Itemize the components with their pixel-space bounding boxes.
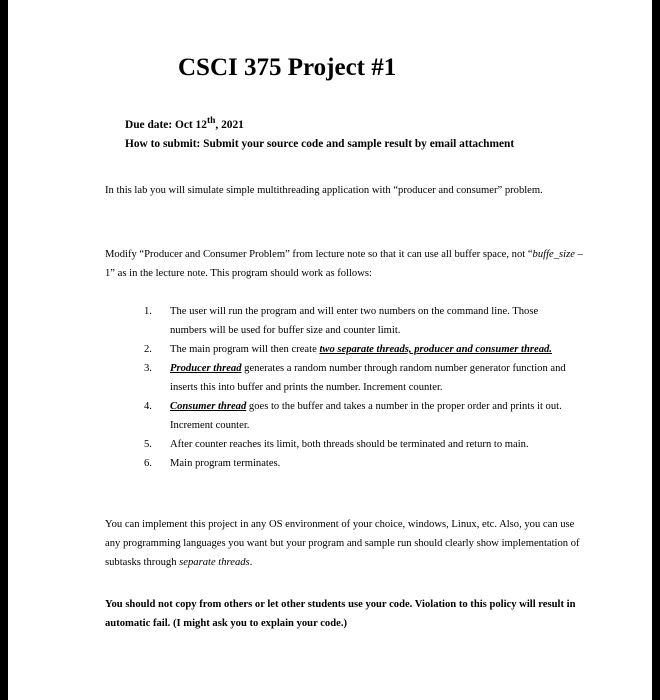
step-number: 3. [144,363,152,374]
list-item [144,340,574,359]
modify-paragraph [105,245,585,283]
modify-italic: buffe_size [532,249,575,260]
due-date-prefix: Due date: Oct 12 [125,118,207,131]
environment-italic: separate threads [179,557,250,568]
submission-info [125,112,514,154]
environment-text-after: . [249,557,253,568]
due-date-year: , 2021 [215,118,244,131]
due-date-suffix-sup: th [206,116,216,126]
step-number: 4. [144,401,152,412]
how-to-submit: How to submit: Submit your source code and sample result by email attachment [125,137,515,150]
list-item [144,359,574,397]
due-date [125,112,514,135]
list-item [144,397,574,435]
list-item [144,302,574,340]
modify-text-after: – 1” as in the lecture note. This program should work as follows: [105,249,583,279]
steps-list [144,302,574,473]
step-emphasis: Consumer thread [170,401,247,412]
step-emphasis: Producer thread [170,363,242,374]
step-text-after: goes to the buffer and takes a number in the proper order and prints it out. Increment counter. [170,401,562,431]
modify-text-before: Modify “Producer and Consumer Problem” from lecture note so that it can use all buffer space, not “ [105,249,533,260]
document-page [8,0,652,700]
step-number: 1. [144,306,152,317]
list-item [144,454,574,473]
list-item [144,435,574,454]
step-emphasis: two separate threads, producer and consumer thread. [319,344,552,355]
step-text: Main program terminates. [170,458,281,469]
intro-paragraph: In this lab you will simulate simple multithreading application with “producer and consumer” problem. [105,185,543,196]
step-text: The main program will then create [170,344,320,355]
document-title: CSCI 375 Project #1 [178,54,397,81]
policy-paragraph: You should not copy from others or let other students use your code. Violation to this policy will result in automatic fail. (I might ask you to explain your code.) [105,599,576,629]
environment-paragraph [105,515,585,572]
step-text: The user will run the program and will enter two numbers on the command line. Those numbers will be used for buffer size and counter limit. [170,306,539,336]
environment-text: You can implement this project in any OS environment of your choice, windows, Linux, etc. Also, you can use any programming languages you want but your program and sample run should clearly show implementation of subtasks through [105,519,580,568]
step-number: 2. [144,344,152,355]
step-number: 5. [144,439,152,450]
step-text-after: generates a random number through random number generator function and inserts this into buffer and prints the number. Increment counter. [170,363,566,393]
step-text: After counter reaches its limit, both threads should be terminated and return to main. [170,439,529,450]
step-number: 6. [144,458,152,469]
